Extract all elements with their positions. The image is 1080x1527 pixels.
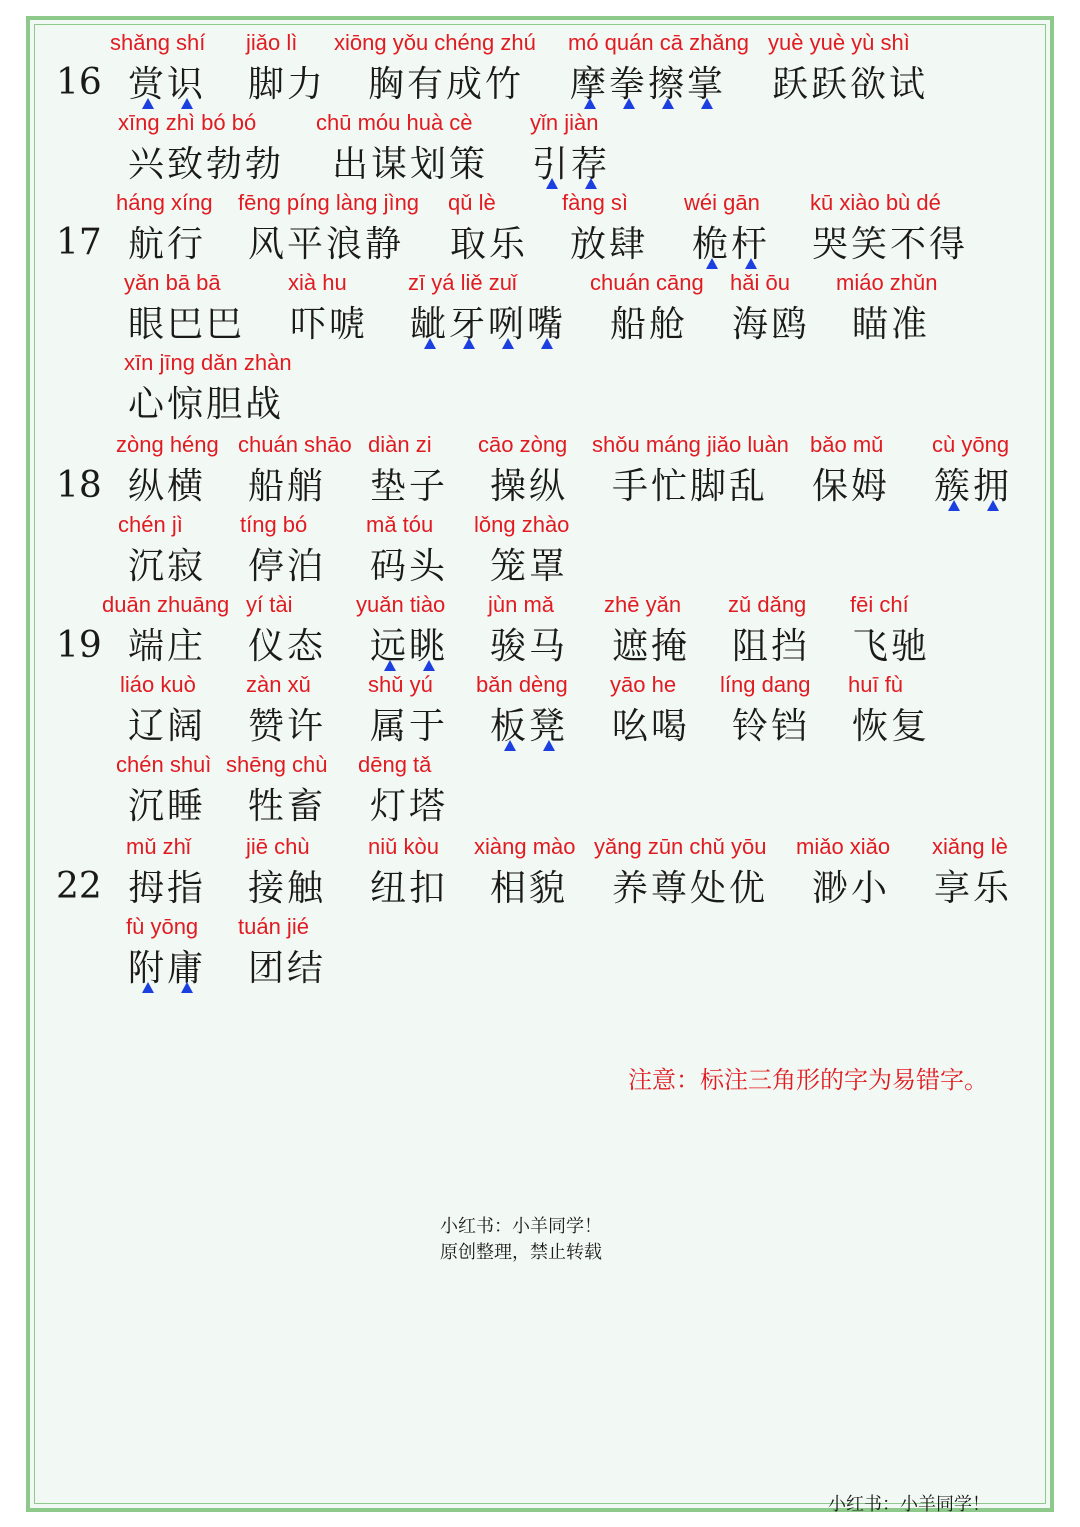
hanzi-text: 龇牙咧嘴 (410, 304, 567, 345)
hanzi-text: 放肆 (570, 224, 649, 265)
pinyin-label: zǔ dǎng (728, 592, 807, 617)
error-prone-triangle-icon (662, 98, 674, 109)
pinyin-label: jùn mǎ (488, 592, 555, 617)
pinyin-label: yí tài (246, 592, 293, 617)
legend-note: 注意：标注三角形的字为易错字。 (628, 1066, 988, 1094)
hanzi-text: 吆喝 (612, 706, 691, 747)
hanzi-text: 端庄 (128, 626, 207, 667)
lesson-number: 16 (56, 62, 102, 103)
hanzi-text: 海鸥 (732, 304, 811, 345)
pinyin-label: mó quán cā zhǎng (568, 30, 750, 55)
error-prone-triangle-icon (181, 982, 193, 993)
pinyin-label: háng xíng (116, 190, 213, 215)
pinyin-label: fēi chí (850, 592, 909, 617)
hanzi-text: 心惊胆战 (128, 384, 285, 425)
error-prone-triangle-icon (623, 98, 635, 109)
hanzi-text: 属于 (370, 706, 449, 747)
pinyin-label: miǎo xiǎo (796, 834, 891, 859)
pinyin-label: shǔ yú (368, 672, 433, 697)
hanzi-text: 享乐 (934, 868, 1013, 909)
pinyin-label: shǒu máng jiǎo luàn (592, 432, 789, 457)
pinyin-label: liáo kuò (120, 672, 196, 697)
error-prone-triangle-icon (585, 178, 597, 189)
hanzi-text: 保姆 (812, 466, 891, 507)
pinyin-label: miáo zhǔn (836, 270, 938, 295)
hanzi-text: 拇指 (128, 868, 207, 909)
pinyin-label: zhē yǎn (604, 592, 682, 617)
error-prone-triangle-icon (541, 338, 553, 349)
hanzi-text: 操纵 (490, 466, 569, 507)
error-prone-triangle-icon (504, 740, 516, 751)
pinyin-label: bǎn dèng (476, 672, 568, 697)
pinyin-label: cù yōng (932, 432, 1010, 457)
hanzi-text: 码头 (370, 546, 449, 587)
hanzi-text: 垫子 (370, 466, 449, 507)
hanzi-text: 摩拳擦掌 (570, 64, 727, 105)
error-prone-triangle-icon (424, 338, 436, 349)
pinyin-label: jiē chù (246, 834, 310, 859)
error-prone-triangle-icon (948, 500, 960, 511)
hanzi-text: 桅杆 (692, 224, 771, 265)
hanzi-text: 赞许 (248, 706, 327, 747)
pinyin-label: mǎ tóu (366, 512, 434, 537)
pinyin-label: zòng héng (116, 432, 219, 457)
hanzi-text: 出谋划策 (332, 144, 489, 185)
hanzi-text: 取乐 (450, 224, 529, 265)
pinyin-label: xiǎng lè (932, 834, 1008, 859)
pinyin-label: tíng bó (240, 512, 308, 537)
pinyin-label: qǔ lè (448, 190, 496, 215)
hanzi-text: 船舱 (610, 304, 689, 345)
hanzi-text: 牲畜 (248, 786, 327, 827)
pinyin-label: niǔ kòu (368, 834, 439, 859)
hanzi-text: 兴致勃勃 (128, 144, 285, 185)
error-prone-triangle-icon (142, 982, 154, 993)
hanzi-text: 附庸 (128, 948, 207, 989)
pinyin-label: hǎi ōu (730, 270, 790, 295)
lesson-number: 22 (56, 866, 102, 907)
pinyin-label: yǐn jiàn (530, 110, 599, 135)
hanzi-text: 手忙脚乱 (612, 466, 769, 507)
pinyin-label: chū móu huà cè (316, 110, 473, 135)
footer-copyright: 原创整理，禁止转载 (440, 1242, 602, 1263)
lesson-number: 19 (56, 625, 102, 666)
hanzi-text: 笼罩 (490, 546, 569, 587)
hanzi-text: 纽扣 (370, 868, 449, 909)
pinyin-label: chén shuì (116, 752, 212, 777)
hanzi-text: 阻挡 (732, 626, 811, 667)
hanzi-text: 脚力 (248, 64, 327, 105)
pinyin-label: huī fù (848, 672, 904, 697)
pinyin-label: yuǎn tiào (356, 592, 446, 617)
hanzi-text: 引荐 (532, 144, 611, 185)
pinyin-label: yǎng zūn chǔ yōu (594, 834, 767, 859)
pinyin-label: shēng chù (226, 752, 328, 777)
hanzi-text: 板凳 (490, 706, 569, 747)
hanzi-text: 远眺 (370, 626, 449, 667)
pinyin-label: lǒng zhào (474, 512, 570, 537)
hanzi-text: 灯塔 (370, 786, 449, 827)
hanzi-text: 遮掩 (612, 626, 691, 667)
pinyin-label: shǎng shí (110, 30, 206, 55)
pinyin-label: zàn xǔ (246, 672, 311, 697)
error-prone-triangle-icon (706, 258, 718, 269)
pinyin-label: chén jì (118, 512, 183, 537)
pinyin-label: xīn jīng dǎn zhàn (124, 350, 292, 375)
hanzi-text: 骏马 (490, 626, 569, 667)
hanzi-text: 纵横 (128, 466, 207, 507)
pinyin-label: chuán shāo (238, 432, 352, 457)
hanzi-text: 停泊 (248, 546, 327, 587)
pinyin-label: duān zhuāng (102, 592, 230, 617)
lesson-number: 18 (56, 465, 102, 506)
hanzi-text: 瞄准 (852, 304, 931, 345)
hanzi-text: 养尊处优 (612, 868, 769, 909)
pinyin-label: fù yōng (126, 914, 199, 939)
hanzi-text: 辽阔 (128, 706, 207, 747)
pinyin-label: fàng sì (562, 190, 629, 215)
error-prone-triangle-icon (423, 660, 435, 671)
pinyin-label: yuè yuè yù shì (768, 30, 910, 55)
pinyin-label: xīng zhì bó bó (118, 110, 257, 135)
pinyin-label: fēng píng làng jìng (238, 190, 420, 215)
hanzi-text: 哭笑不得 (812, 224, 969, 265)
error-prone-triangle-icon (543, 740, 555, 751)
hanzi-text: 沉寂 (128, 546, 207, 587)
pinyin-label: mǔ zhǐ (126, 834, 191, 859)
pinyin-label: chuán cāng (590, 270, 704, 295)
pinyin-label: yǎn bā bā (124, 270, 221, 295)
pinyin-label: xià hu (288, 270, 347, 295)
pinyin-label: xiàng mào (474, 834, 576, 859)
error-prone-triangle-icon (701, 98, 713, 109)
pinyin-label: wéi gān (684, 190, 760, 215)
hanzi-text: 胸有成竹 (368, 64, 525, 105)
pinyin-label: dēng tǎ (358, 752, 432, 777)
hanzi-text: 船艄 (248, 466, 327, 507)
pinyin-label: cāo zòng (478, 432, 568, 457)
hanzi-text: 赏识 (128, 64, 207, 105)
pinyin-label: tuán jié (238, 914, 309, 939)
error-prone-triangle-icon (463, 338, 475, 349)
error-prone-triangle-icon (142, 98, 154, 109)
error-prone-triangle-icon (745, 258, 757, 269)
error-prone-triangle-icon (987, 500, 999, 511)
corner-watermark: 小红书：小羊同学！ (828, 1494, 990, 1515)
pinyin-label: bǎo mǔ (810, 432, 884, 457)
lesson-number: 17 (56, 222, 102, 263)
hanzi-text: 渺小 (812, 868, 891, 909)
error-prone-triangle-icon (584, 98, 596, 109)
pinyin-label: xiōng yǒu chéng zhú (334, 30, 536, 55)
hanzi-text: 铃铛 (732, 706, 811, 747)
error-prone-triangle-icon (546, 178, 558, 189)
footer-author: 小红书：小羊同学！ (440, 1216, 602, 1237)
pinyin-label: zī yá liě zuǐ (408, 270, 517, 295)
hanzi-text: 飞驰 (852, 626, 931, 667)
hanzi-text: 仪态 (248, 626, 327, 667)
hanzi-text: 相貌 (490, 868, 569, 909)
hanzi-text: 沉睡 (128, 786, 207, 827)
error-prone-triangle-icon (384, 660, 396, 671)
hanzi-text: 吓唬 (290, 304, 369, 345)
hanzi-text: 团结 (248, 948, 327, 989)
error-prone-triangle-icon (502, 338, 514, 349)
pinyin-label: kū xiào bù dé (810, 190, 941, 215)
pinyin-label: diàn zi (368, 432, 432, 457)
pinyin-label: yāo he (610, 672, 677, 697)
hanzi-text: 航行 (128, 224, 207, 265)
hanzi-text: 风平浪静 (248, 224, 405, 265)
hanzi-text: 接触 (248, 868, 327, 909)
hanzi-text: 簇拥 (934, 466, 1013, 507)
pinyin-label: jiǎo lì (246, 30, 298, 55)
hanzi-text: 眼巴巴 (128, 304, 246, 345)
error-prone-triangle-icon (181, 98, 193, 109)
pinyin-label: líng dang (720, 672, 811, 697)
hanzi-text: 跃跃欲试 (772, 64, 929, 105)
hanzi-text: 恢复 (852, 706, 931, 747)
